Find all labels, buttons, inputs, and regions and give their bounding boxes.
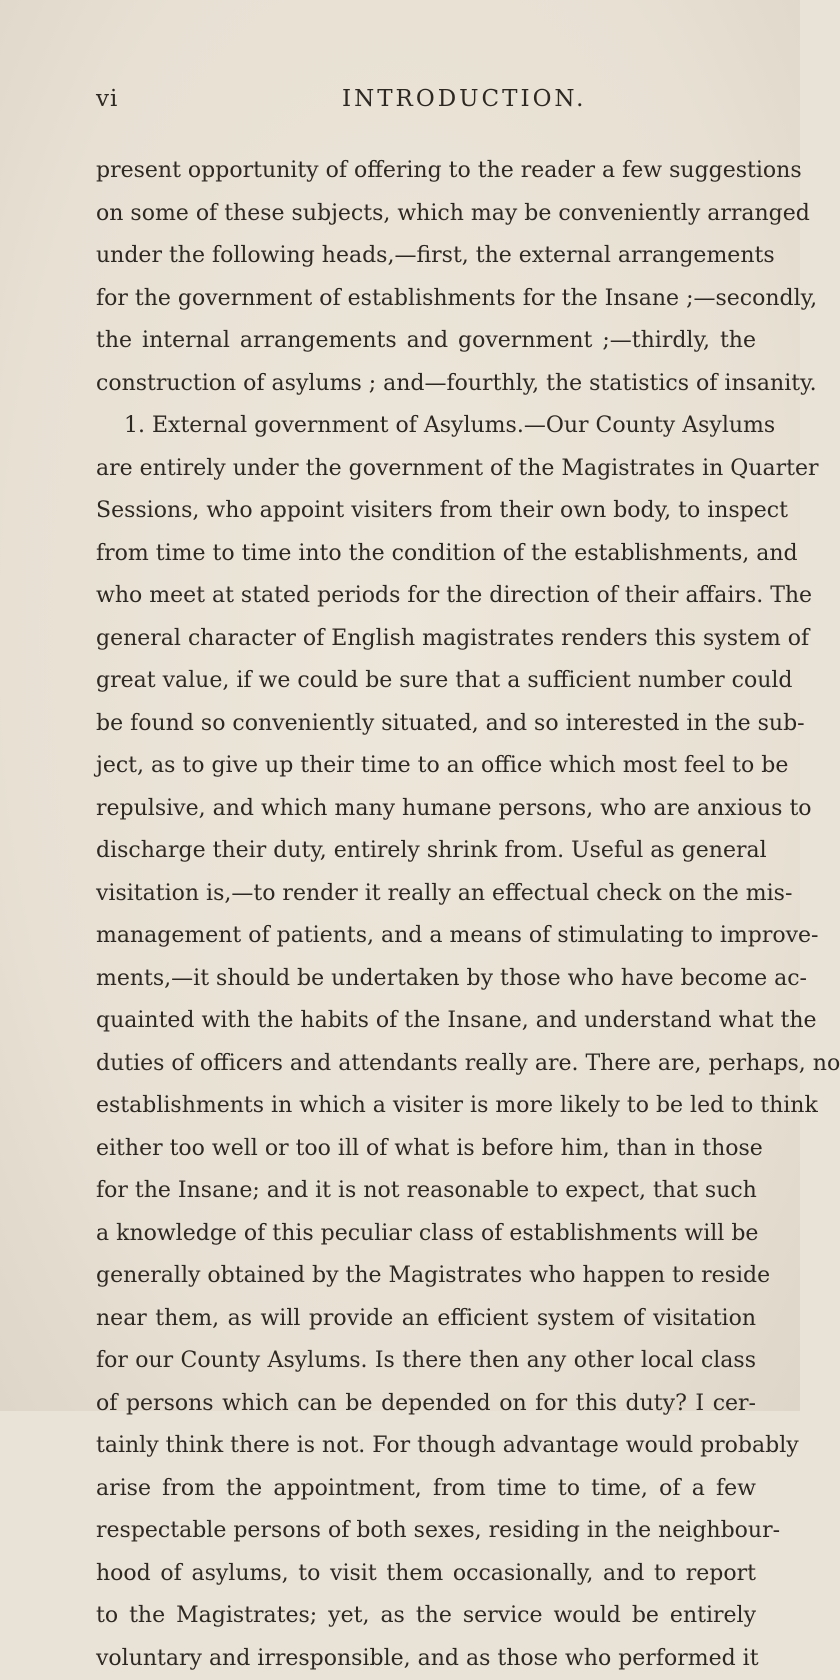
text-line: voluntary and irresponsible, and as those who performed it: [96, 1638, 756, 1680]
text-line: near them, as will provide an efficient system of visitation: [96, 1298, 756, 1341]
text-line: the internal arrangements and government ;—thirdly, the: [96, 320, 756, 363]
text-line: be found so conveniently situated, and so interested in the sub-: [96, 703, 756, 746]
text-line: a knowledge of this peculiar class of establishments will be: [96, 1213, 756, 1256]
text-line: duties of officers and attendants really are. There are, perhaps, no: [96, 1043, 756, 1086]
text-line: under the following heads,—first, the external arrangements: [96, 235, 756, 278]
text-line: to the Magistrates; yet, as the service would be entirely: [96, 1595, 756, 1638]
text-line: ject, as to give up their time to an office which most feel to be: [96, 745, 756, 788]
body-text: [96, 150, 756, 1680]
text-line: for our County Asylums. Is there then any other local class: [96, 1340, 756, 1383]
text-line: on some of these subjects, which may be conveniently arranged: [96, 193, 756, 236]
text-line: construction of asylums ; and—fourthly, the statistics of insanity.: [96, 363, 756, 406]
section-heading-line: 1. External government of Asylums.—Our County Asylums: [96, 405, 756, 448]
text-line: general character of English magistrates renders this system of: [96, 618, 756, 661]
text-line: great value, if we could be sure that a sufficient number could: [96, 660, 756, 703]
text-line: for the government of establishments for the Insane ;—secondly,: [96, 278, 756, 321]
running-head: INTRODUCTION.: [342, 86, 586, 112]
text-line: from time to time into the condition of the establishments, and: [96, 533, 756, 576]
text-line: either too well or too ill of what is before him, than in those: [96, 1128, 756, 1171]
text-line: of persons which can be depended on for this duty? I cer-: [96, 1383, 756, 1426]
text-line: discharge their duty, entirely shrink from. Useful as general: [96, 830, 756, 873]
text-line: Sessions, who appoint visiters from their own body, to inspect: [96, 490, 756, 533]
text-line: hood of asylums, to visit them occasionally, and to report: [96, 1553, 756, 1596]
text-line: are entirely under the government of the Magistrates in Quarter: [96, 448, 756, 491]
text-line: tainly think there is not. For though advantage would probably: [96, 1425, 756, 1468]
text-line: for the Insane; and it is not reasonable to expect, that such: [96, 1170, 756, 1213]
text-line: visitation is,—to render it really an effectual check on the mis-: [96, 873, 756, 916]
text-line: arise from the appointment, from time to time, of a few: [96, 1468, 756, 1511]
text-line: management of patients, and a means of stimulating to improve-: [96, 915, 756, 958]
page-header: [96, 86, 756, 116]
text-line: establishments in which a visiter is more likely to be led to think: [96, 1085, 756, 1128]
text-line: who meet at stated periods for the direction of their affairs. The: [96, 575, 756, 618]
text-line: present opportunity of offering to the reader a few suggestions: [96, 150, 756, 193]
text-line: ments,—it should be undertaken by those who have become ac-: [96, 958, 756, 1001]
page-number: vi: [96, 86, 118, 112]
text-line: quainted with the habits of the Insane, and understand what the: [96, 1000, 756, 1043]
text-line: repulsive, and which many humane persons, who are anxious to: [96, 788, 756, 831]
text-line: respectable persons of both sexes, residing in the neighbour-: [96, 1510, 756, 1553]
text-line: generally obtained by the Magistrates who happen to reside: [96, 1255, 756, 1298]
